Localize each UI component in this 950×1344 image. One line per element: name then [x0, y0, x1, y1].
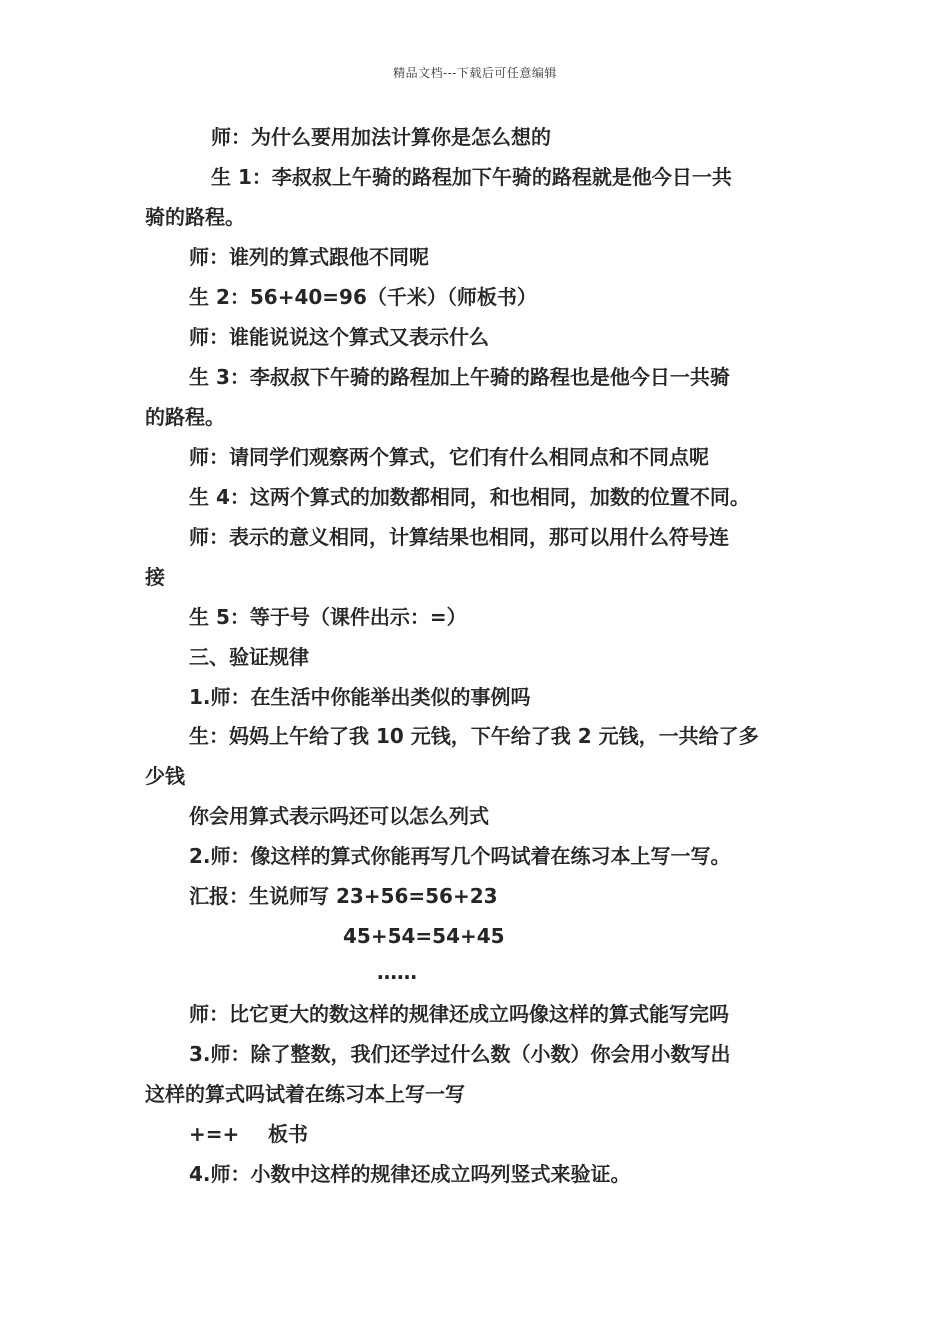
equation-line: 45+54=54+45 [343, 924, 505, 948]
text-line: 生 2：56+40=96（千米）（师板书） [189, 285, 537, 309]
page-header: 精品文档---下载后可任意编辑 [393, 66, 557, 80]
text-line: 生：妈妈上午给了我 10 元钱，下午给了我 2 元钱，一共给了多 [189, 724, 759, 748]
text-line: 生 4：这两个算式的加数都相同，和也相同，加数的位置不同。 [189, 485, 750, 509]
board-label: 板书 [268, 1122, 308, 1146]
text-line: 师：请同学们观察两个算式，它们有什么相同点和不同点呢 [189, 445, 709, 469]
text-line: 汇报：生说师写 23+56=56+23 [189, 884, 498, 908]
text-line: 师：谁列的算式跟他不同呢 [189, 245, 429, 269]
text-line: 师：比它更大的数这样的规律还成立吗像这样的算式能写完吗 [189, 1002, 729, 1026]
text-line: 师：谁能说说这个算式又表示什么 [189, 325, 489, 349]
text-line: 少钱 [145, 764, 185, 788]
text-line: 你会用算式表示吗还可以怎么列式 [189, 804, 489, 828]
text-line: 2.师：像这样的算式你能再写几个吗试着在练习本上写一写。 [189, 844, 731, 868]
text-line: 的路程。 [145, 405, 225, 429]
text-line: 师：为什么要用加法计算你是怎么想的 [211, 125, 551, 149]
text-line: 1.师：在生活中你能举出类似的事例吗 [189, 685, 531, 709]
text-line: 师：表示的意义相同，计算结果也相同，那可以用什么符号连 [189, 525, 729, 549]
ellipsis-line: …… [377, 960, 417, 984]
text-line: 这样的算式吗试着在练习本上写一写 [145, 1082, 465, 1106]
text-line: 3.师：除了整数，我们还学过什么数（小数）你会用小数写出 [189, 1042, 731, 1066]
text-line: 4.师：小数中这样的规律还成立吗列竖式来验证。 [189, 1162, 631, 1186]
equation-line: +=+ [189, 1122, 240, 1146]
text-line: 生 5：等于号（课件出示：=） [189, 605, 467, 629]
text-line: 接 [145, 565, 165, 589]
text-line: 生 1：李叔叔上午骑的路程加下午骑的路程就是他今日一共 [211, 165, 732, 189]
text-line: 生 3：李叔叔下午骑的路程加上午骑的路程也是他今日一共骑 [189, 365, 730, 389]
text-line: 骑的路程。 [145, 205, 245, 229]
section-heading: 三、验证规律 [189, 645, 309, 669]
